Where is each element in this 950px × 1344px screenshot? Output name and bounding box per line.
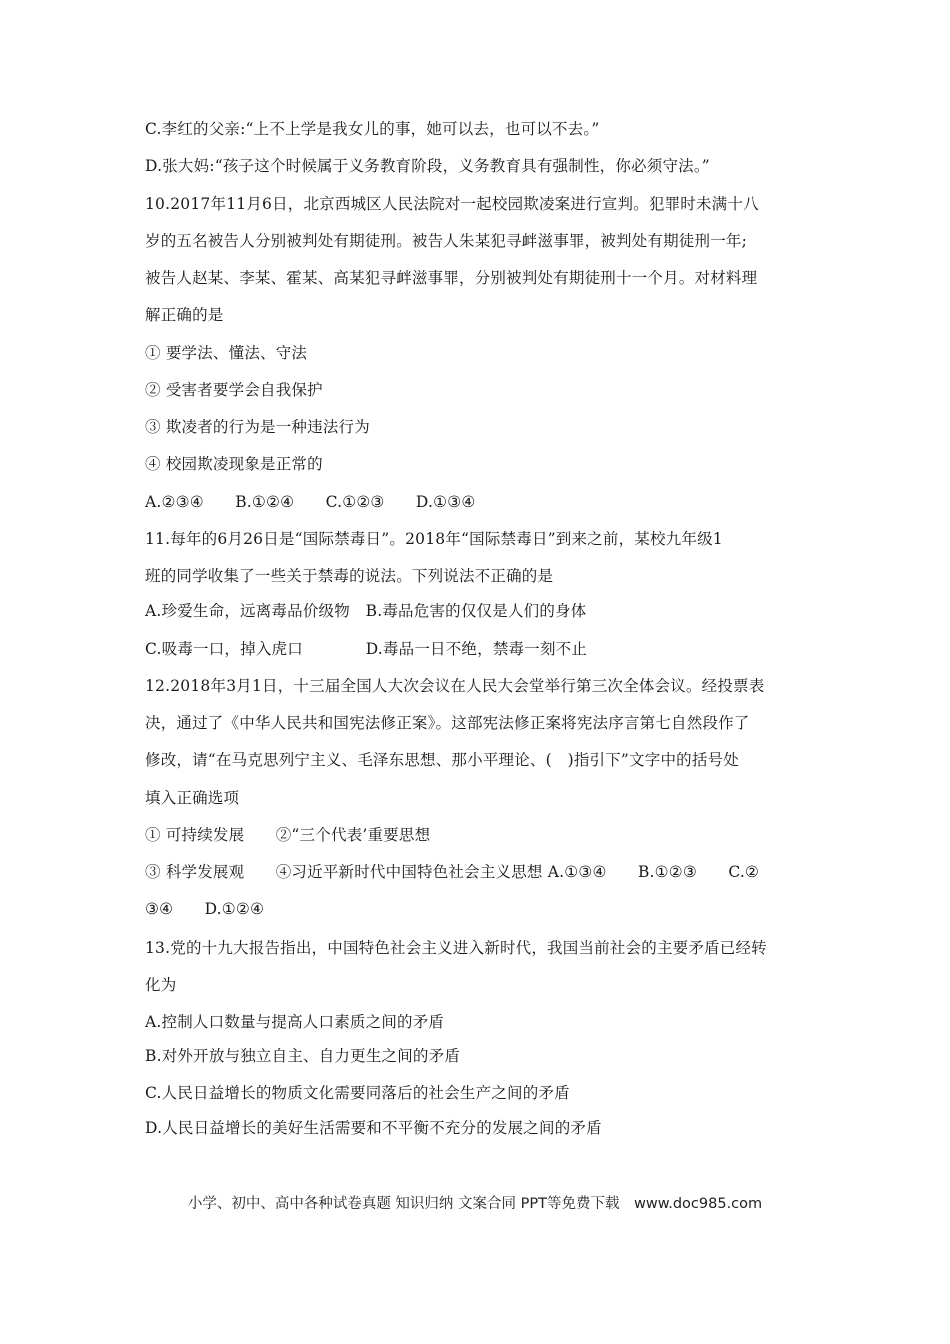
option-d-q9: D.张大妈:“孩子这个时候属于义务教育阶段，义务教育具有强制性，你必须守法。” bbox=[145, 157, 710, 175]
q11-options-cd: C.吸毒一口，掉入虎口 D.毒品一日不绝，禁毒一刻不止 bbox=[145, 640, 588, 658]
question-10-line-4: 解正确的是 bbox=[145, 306, 224, 324]
q10-choices: A.②③④ B.①②④ C.①②③ D.①③④ bbox=[145, 493, 476, 511]
page-footer: 小学、初中、高中各种试卷真题 知识归纳 文案合同 PPT等免费下载 www.doc985.com bbox=[187, 1196, 763, 1212]
question-11-line-1: 11.每年的6月26日是“国际禁毒日”。2018年“国际禁毒日”到来之前，某校九年级1 bbox=[145, 530, 723, 548]
q12-statements-1-2: ① 可持续发展 ②“三个代表’重要思想 bbox=[145, 826, 431, 844]
q13-option-c: C.人民日益增长的物质文化需要同落后的社会生产之间的矛盾 bbox=[145, 1084, 570, 1102]
question-12-line-2: 决，通过了《中华人民共和国宪法修正案》。这部宪法修正案将宪法序言第七自然段作了 bbox=[145, 714, 750, 732]
q11-options-ab: A.珍爱生命，远离毒品价级物 B.毒品危害的仅仅是人们的身体 bbox=[145, 602, 587, 620]
question-10-line-2: 岁的五名被告人分别被判处有期徒刑。被告人朱某犯寻衅滋事罪，被判处有期徒刑一年; bbox=[145, 232, 748, 250]
q10-statement-2: ② 受害者要学会自我保护 bbox=[145, 381, 323, 399]
q13-option-d: D.人民日益增长的美好生活需要和不平衡不充分的发展之间的矛盾 bbox=[145, 1119, 602, 1137]
q12-statements-3-4: ③ 科学发展观 ④习近平新时代中国特色社会主义思想 A.①③④ B.①②③ C.② bbox=[145, 863, 760, 881]
q12-choices-cont: ③④ D.①②④ bbox=[145, 900, 265, 918]
question-12-line-3: 修改，请“在马克思列宁主义、毛泽东思想、那小平理论、( )指引下”文字中的括号处 bbox=[145, 751, 739, 769]
question-10-line-1: 10.2017年11月6日，北京西城区人民法院对一起校园欺凌案进行宣判。犯罪时未满十八 bbox=[145, 195, 759, 213]
question-10-line-3: 被告人赵某、李某、霍某、高某犯寻衅滋事罪，分别被判处有期徒刑十一个月。对材料理 bbox=[145, 269, 758, 287]
question-12-line-1: 12.2018年3月1日，十三届全国人大次会议在人民大会堂举行第三次全体会议。经投票表 bbox=[145, 677, 765, 695]
q13-option-b: B.对外开放与独立自主、自力更生之间的矛盾 bbox=[145, 1047, 461, 1065]
q10-statement-4: ④ 校园欺凌现象是正常的 bbox=[145, 455, 323, 473]
q13-option-a: A.控制人口数量与提高人口素质之间的矛盾 bbox=[145, 1013, 445, 1031]
question-12-line-4: 填入正确选项 bbox=[145, 789, 240, 807]
question-13-line-1: 13.党的十九大报告指出，中国特色社会主义进入新时代，我国当前社会的主要矛盾已经转 bbox=[145, 939, 767, 957]
question-11-line-2: 班的同学收集了一些关于禁毒的说法。下列说法不正确的是 bbox=[145, 567, 554, 585]
q10-statement-1: ① 要学法、懂法、守法 bbox=[145, 344, 308, 362]
option-c-q9: C.李红的父亲:“上不上学是我女儿的事，她可以去，也可以不去。” bbox=[145, 120, 600, 138]
question-13-line-2: 化为 bbox=[145, 976, 177, 994]
q10-statement-3: ③ 欺凌者的行为是一种违法行为 bbox=[145, 418, 370, 436]
